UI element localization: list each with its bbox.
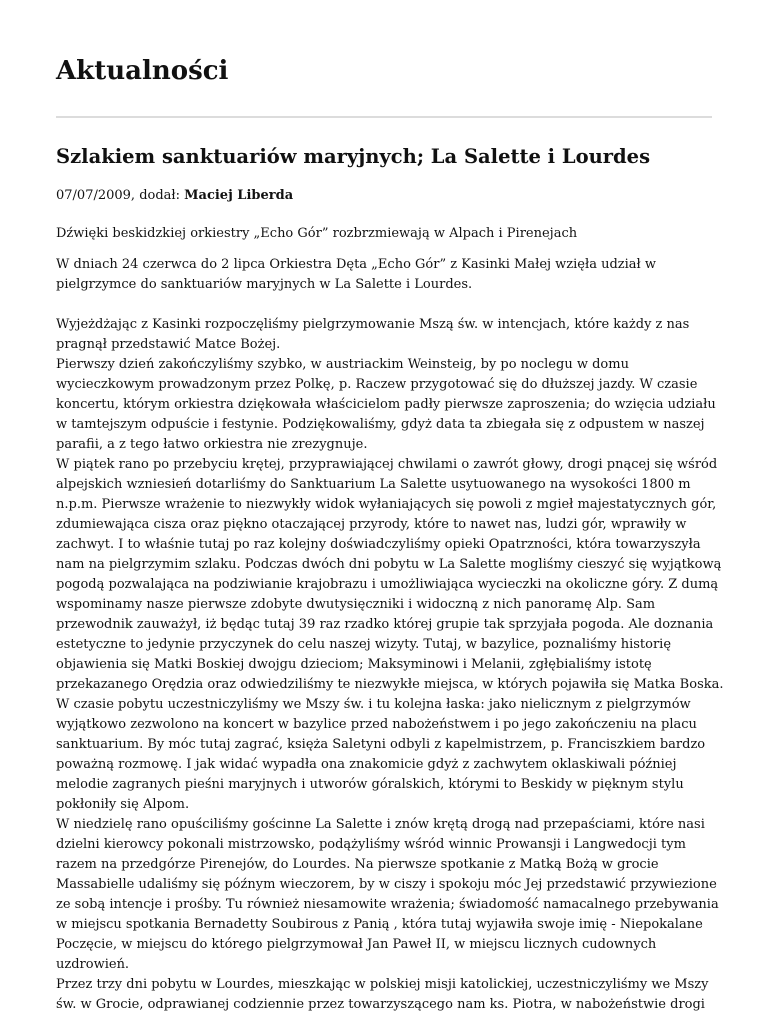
text-line: przewodnik zauważył, iż będąc tutaj 39 raz rzadko której grupie tak sprzyjała pogoda. Ale doznania bbox=[56, 617, 714, 632]
text-line: Pierwszy dzień zakończyliśmy szybko, w austriackim Weinsteig, by po noclegu w domu bbox=[56, 357, 629, 372]
article-lead: Dźwięki beskidzkiej orkiestry „Echo Gór” rozbrzmiewają w Alpach i Pirenejach bbox=[56, 226, 578, 241]
text-line: W piątek rano po przebyciu krętej, przyprawiającej chwilami o zawrót głowy, drogi pnącej się wśród bbox=[56, 457, 718, 472]
text-line: koncertu, którym orkiestra dziękowała właścicielom padły pierwsze zaproszenia; do wzięcia udziału bbox=[56, 397, 716, 412]
text-line: sanktuarium. By móc tutaj zagrać, księża Saletyni odbyli z kapelmistrzem, p. Franciszkiem bardzo bbox=[56, 737, 706, 752]
text-line: przekazanego Orędzia oraz odwiedziliśmy te niezwykłe miejsca, w których pojawiła się Matka Boska. bbox=[56, 677, 724, 692]
text-line: wycieczkowym prowadzonym przez Polkę, p. Raczew przygotować się do dłuższej jazdy. W czasie bbox=[56, 377, 698, 392]
text-line: nam na pielgrzymim szlaku. Podczas dwóch dni pobytu w La Salette mogliśmy cieszyć się wyjątkową bbox=[56, 557, 722, 572]
text-line: pokłoniły się Alpom. bbox=[56, 797, 190, 812]
text-line: W czasie pobytu uczestniczyliśmy we Mszy św. i tu kolejna łaska: jako nielicznym z pielgrzymów bbox=[56, 697, 691, 712]
divider bbox=[56, 116, 712, 118]
page-title: Aktualności bbox=[56, 56, 229, 86]
text-line: pogodą pozwalająca na podziwianie krajobrazu i umożliwiająca wycieczki na okoliczne góry. Z dumą bbox=[56, 577, 719, 592]
article-date: 07/07/2009, dodał: bbox=[56, 188, 185, 203]
text-line: Wyjeżdżając z Kasinki rozpoczęliśmy pielgrzymowanie Mszą św. w intencjach, które każdy z nas bbox=[56, 317, 690, 332]
text-line: poważną rozmowę. I jak widać wypadła ona znakomicie gdyż z zachwytem oklaskiwali później bbox=[56, 757, 677, 772]
article-meta bbox=[56, 186, 712, 206]
text-line: estetyczne to jedynie przyczynek do celu naszej wizyty. Tutaj, w bazylice, poznaliśmy historię bbox=[56, 637, 672, 652]
text-line: Poczęcie, w miejscu do którego pielgrzymował Jan Paweł II, w miejscu licznych cudownych bbox=[56, 937, 657, 952]
article-intro bbox=[56, 255, 712, 295]
article-title: Szlakiem sanktuariów maryjnych; La Salette i Lourdes bbox=[56, 145, 651, 168]
text-line: wyjątkowo zezwolono na koncert w bazylice przed nabożeństwem i po jego zakończeniu na placu bbox=[56, 717, 697, 732]
text-line: parafii, a z tego łatwo orkiestra nie zrezygnuje. bbox=[56, 437, 368, 452]
text-line: uzdrowień. bbox=[56, 957, 130, 972]
text-line: W niedzielę rano opuściliśmy gościnne La Salette i znów krętą drogą nad przepaściami, które nasi bbox=[56, 817, 705, 832]
text-line: dzielni kierowcy pokonali mistrzowsko, podążyliśmy wśród winnic Prowansji i Langwedocji tym bbox=[56, 837, 686, 852]
text-line: pragnął przedstawić Matce Bożej. bbox=[56, 337, 281, 352]
text-line: Przez trzy dni pobytu w Lourdes, mieszkając w polskiej misji katolickiej, uczestniczyliśmy we Mszy bbox=[56, 977, 709, 992]
text-line: ze sobą intencje i prośby. Tu również niesamowite wrażenia; świadomość namacalnego przebywania bbox=[56, 897, 719, 912]
text-line: wspominamy nasze pierwsze zdobyte dwutysięczniki i widoczną z nich panoramę Alp. Sam bbox=[56, 597, 656, 612]
article bbox=[56, 144, 724, 1015]
text-line: w tamtejszym odpuście i festynie. Podziękowaliśmy, gdyż data ta zbiegała się z odpustem w naszej bbox=[56, 417, 705, 432]
text-line: n.p.m. Pierwsze wrażenie to niezwykły widok wyłaniających się powoli z mgieł majestatycznych gór, bbox=[56, 497, 717, 512]
text-line: objawienia się Matki Boskiej dwojgu dzieciom; Maksyminowi i Melanii, zgłębialiśmy istotę bbox=[56, 657, 652, 672]
text-line: razem na przedgórze Pirenejów, do Lourdes. Na pierwsze spotkanie z Matką Bożą w grocie bbox=[56, 857, 659, 872]
text-line: pielgrzymce do sanktuariów maryjnych w La Salette i Lourdes. bbox=[56, 277, 473, 292]
text-line: w miejscu spotkania Bernadetty Soubirous z Panią , która tutaj wyjawiła swoje imię - Niepokalane bbox=[56, 917, 703, 932]
text-line: melodie zagranych pieśni maryjnych i utworów góralskich, którymi to Beskidy w pięknym stylu bbox=[56, 777, 684, 792]
text-line: zachwyt. I to właśnie tutaj po raz kolejny doświadczyliśmy opieki Opatrzności, która towarzyszyła bbox=[56, 537, 701, 552]
article-body bbox=[56, 315, 724, 1015]
text-line: Massabielle udaliśmy się późnym wieczorem, by w ciszy i spokoju móc Jej przedstawić przywiezione bbox=[56, 877, 717, 892]
article-author[interactable]: Maciej Liberda bbox=[184, 188, 294, 203]
text-line: alpejskich wzniesień dotarliśmy do Sanktuarium La Salette usytuowanego na wysokości 1800 m bbox=[56, 477, 691, 492]
text-line: zdumiewająca cisza oraz piękno otaczającej przyrody, które to nawet nas, ludzi gór, wprawiły w bbox=[56, 517, 687, 532]
text-line: W dniach 24 czerwca do 2 lipca Orkiestra Dęta „Echo Gór” z Kasinki Małej wzięła udział w bbox=[56, 257, 657, 272]
text-line: św. w Grocie, odprawianej codziennie przez towarzyszącego nam ks. Piotra, w nabożeństwie drogi bbox=[56, 997, 705, 1012]
